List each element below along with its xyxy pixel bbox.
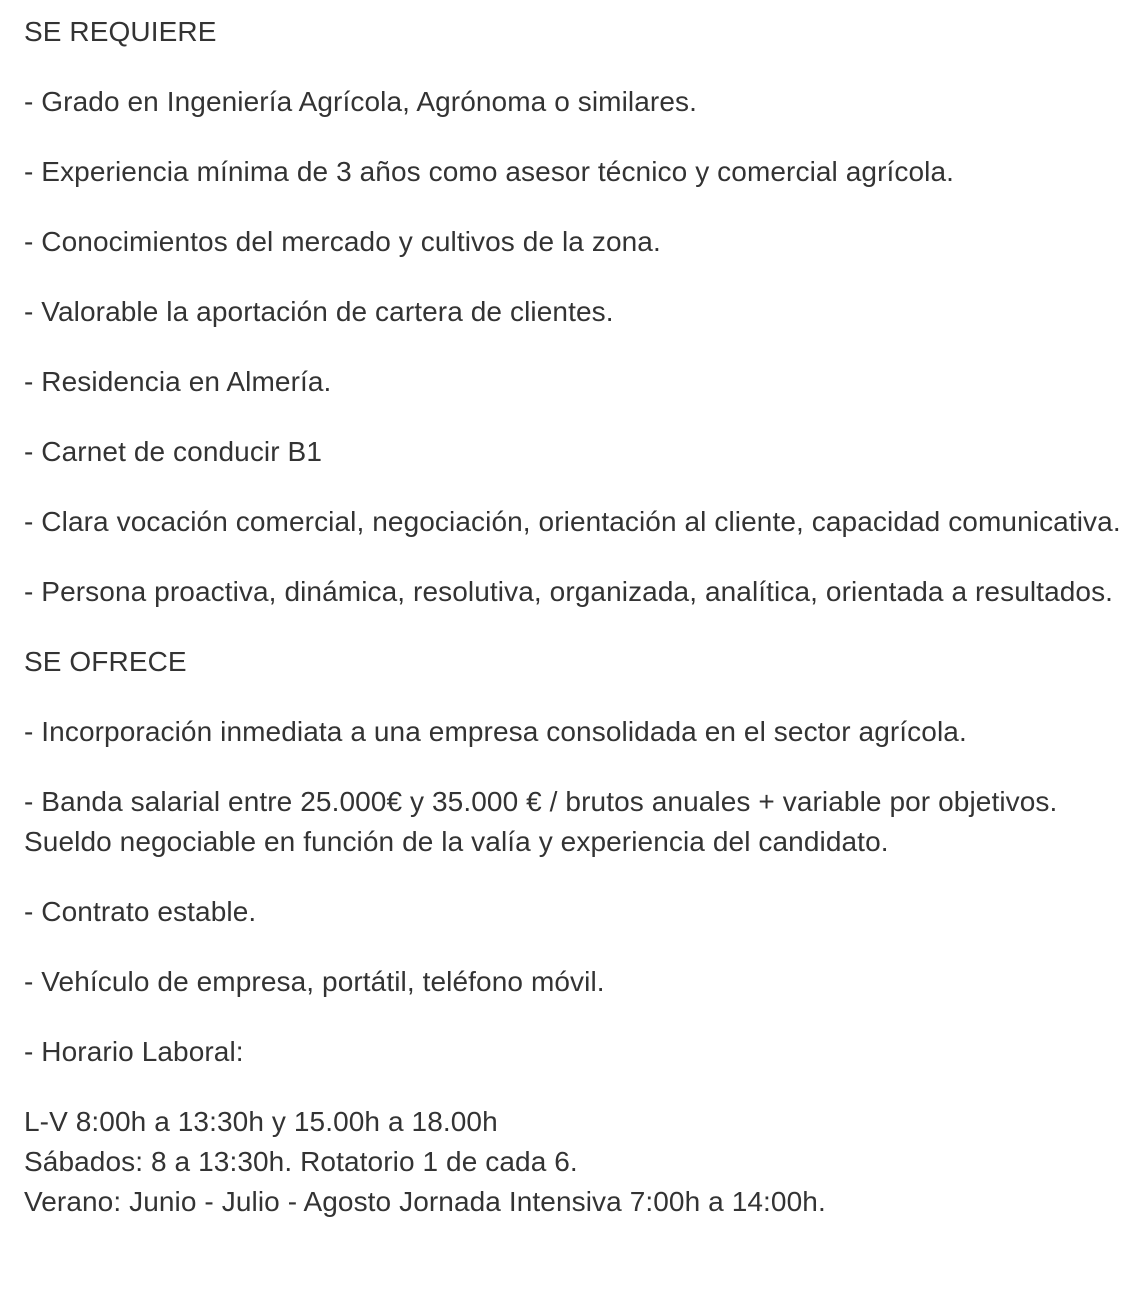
requirement-item: - Conocimientos del mercado y cultivos de la zona. — [24, 226, 661, 257]
offer-item: - Horario Laboral: — [24, 1036, 244, 1067]
requirements-heading: SE REQUIERE — [24, 16, 217, 47]
schedule-block — [24, 1102, 1138, 1222]
offer-item: - Vehículo de empresa, portátil, teléfono móvil. — [24, 966, 605, 997]
requirement-item: - Carnet de conducir B1 — [24, 436, 323, 467]
offer-item: - Incorporación inmediata a una empresa consolidada en el sector agrícola. — [24, 716, 967, 747]
requirement-item: - Experiencia mínima de 3 años como asesor técnico y comercial agrícola. — [24, 156, 955, 187]
requirement-item: - Residencia en Almería. — [24, 366, 332, 397]
schedule-line: L-V 8:00h a 13:30h y 15.00h a 18.00h — [24, 1106, 498, 1137]
offer-heading: SE OFRECE — [24, 646, 187, 677]
requirement-item: - Persona proactiva, dinámica, resolutiva, organizada, analítica, orientada a resultados. — [24, 576, 1114, 607]
requirement-item: - Clara vocación comercial, negociación, orientación al cliente, capacidad comunicativa. — [24, 506, 1121, 537]
offer-item: - Banda salarial entre 25.000€ y 35.000 € / brutos anuales + variable por objetivos. Sueldo negociable en función de la valía y experiencia del candidato. — [24, 786, 1058, 857]
requirement-item: - Grado en Ingeniería Agrícola, Agrónoma o similares. — [24, 86, 697, 117]
job-description — [24, 12, 1138, 1222]
schedule-line: Sábados: 8 a 13:30h. Rotatorio 1 de cada 6. — [24, 1146, 578, 1177]
offer-item: - Contrato estable. — [24, 896, 257, 927]
requirement-item: - Valorable la aportación de cartera de clientes. — [24, 296, 614, 327]
schedule-line: Verano: Junio - Julio - Agosto Jornada Intensiva 7:00h a 14:00h. — [24, 1186, 826, 1217]
